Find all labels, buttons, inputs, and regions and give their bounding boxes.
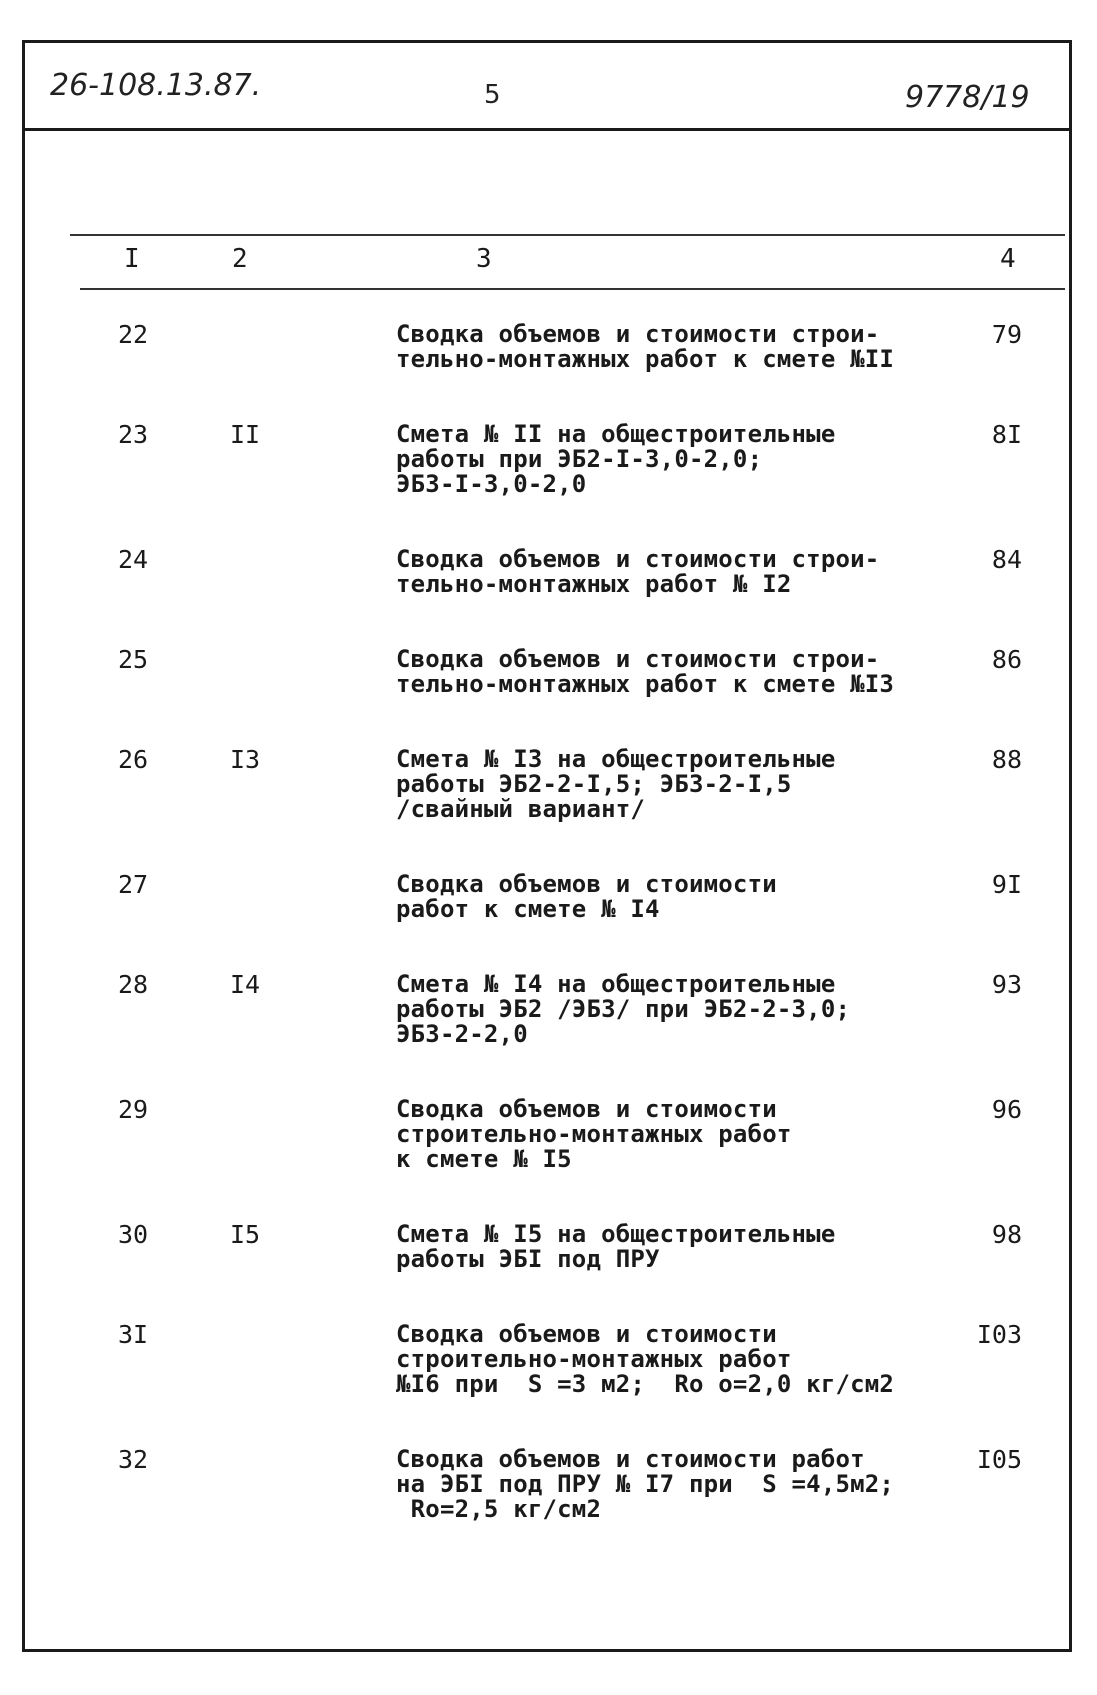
- row-number: 24: [118, 545, 149, 574]
- row-title: Сводка объемов и стоимости строи- тельно-монтажных работ к смете №II: [396, 320, 895, 373]
- row-page: 93: [991, 970, 1022, 999]
- row-number: 27: [118, 870, 149, 899]
- row-section: I3: [230, 745, 261, 774]
- row-title: Сводка объемов и стоимости работ на ЭБI под ПРУ № I7 при S =4,5м2; Ro=2,5 кг/см2: [396, 1445, 895, 1523]
- row-page: 96: [991, 1095, 1022, 1124]
- table-top-rule: [70, 234, 1065, 236]
- row-page: 84: [991, 545, 1022, 574]
- row-number: 29: [118, 1095, 149, 1124]
- row-page: I03: [976, 1320, 1022, 1349]
- table-header-rule: [80, 288, 1065, 290]
- row-number: 30: [118, 1220, 149, 1249]
- row-title: Смета № I4 на общестроительные работы ЭБ2 /ЭБ3/ при ЭБ2-2-3,0; ЭБ3-2-2,0: [396, 970, 851, 1048]
- row-page: 79: [991, 320, 1022, 349]
- row-number: 28: [118, 970, 149, 999]
- column-header-3: 3: [476, 244, 492, 274]
- row-number: 22: [118, 320, 149, 349]
- row-page: 8I: [991, 420, 1022, 449]
- row-number: 3I: [118, 1320, 149, 1349]
- column-header-1: I: [124, 244, 140, 274]
- page-number: 5: [484, 80, 501, 110]
- row-number: 32: [118, 1445, 149, 1474]
- page-frame: [22, 40, 1072, 1652]
- row-title: Сводка объемов и стоимости строительно-монтажных работ №I6 при S =3 м2; Ro o=2,0 кг/см2: [396, 1320, 895, 1398]
- row-title: Смета № I3 на общестроительные работы ЭБ2-2-I,5; ЭБ3-2-I,5 /свайный вариант/: [396, 745, 836, 823]
- row-title: Сводка объемов и стоимости строи- тельно-монтажных работ № I2: [396, 545, 880, 598]
- row-page: 86: [991, 645, 1022, 674]
- column-header-2: 2: [232, 244, 248, 274]
- column-header-4: 4: [1000, 244, 1016, 274]
- row-title: Смета № I5 на общестроительные работы ЭБI под ПРУ: [396, 1220, 836, 1273]
- header-divider: [22, 128, 1072, 131]
- row-title: Смета № II на общестроительные работы при ЭБ2-I-3,0-2,0; ЭБ3-I-3,0-2,0: [396, 420, 836, 498]
- row-number: 23: [118, 420, 149, 449]
- row-title: Сводка объемов и стоимости строи- тельно-монтажных работ к смете №I3: [396, 645, 895, 698]
- row-section: II: [230, 420, 261, 449]
- row-page: I05: [976, 1445, 1022, 1474]
- row-title: Сводка объемов и стоимости строительно-монтажных работ к смете № I5: [396, 1095, 792, 1173]
- sheet-code: 9778/19: [905, 80, 1030, 115]
- row-section: I4: [230, 970, 261, 999]
- row-number: 26: [118, 745, 149, 774]
- row-section: I5: [230, 1220, 261, 1249]
- document-code: 26-108.13.87.: [50, 68, 262, 103]
- row-page: 98: [991, 1220, 1022, 1249]
- row-number: 25: [118, 645, 149, 674]
- row-title: Сводка объемов и стоимости работ к смете № I4: [396, 870, 777, 923]
- row-page: 9I: [991, 870, 1022, 899]
- row-page: 88: [991, 745, 1022, 774]
